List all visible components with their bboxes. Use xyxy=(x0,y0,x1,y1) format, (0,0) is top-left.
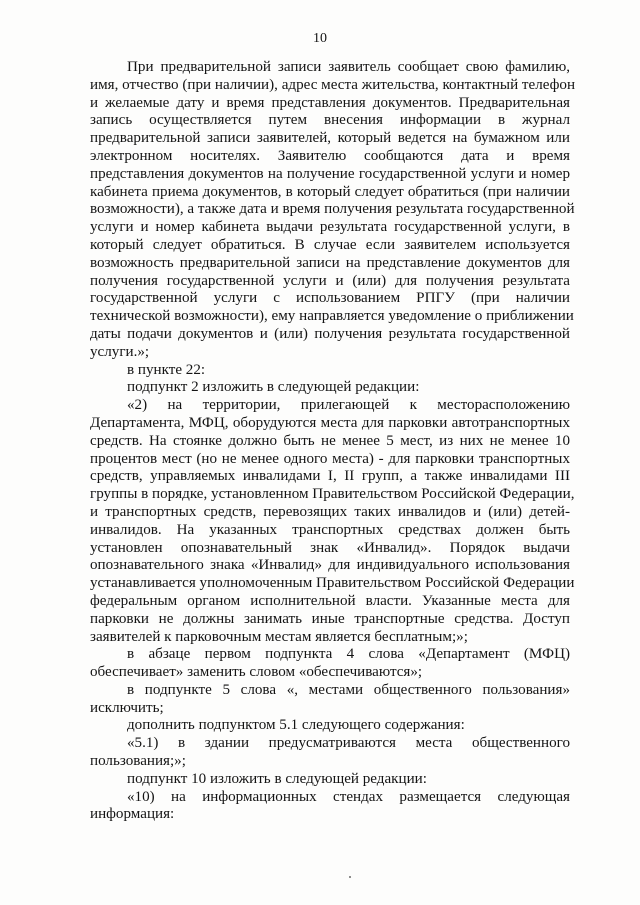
paragraph xyxy=(90,717,570,735)
text-line: возможность предварительной записи на представление документов для xyxy=(90,254,570,271)
text-line: в абзаце первом подпункта 4 слова «Департамент (МФЦ) xyxy=(127,646,570,663)
text-line: группы в порядке, установленном Правительством Российской Федерации, xyxy=(90,486,575,503)
document-body xyxy=(90,59,576,824)
paragraph xyxy=(90,397,575,646)
text-line: пользования;»; xyxy=(90,753,186,770)
text-line: государственной услуги с использованием РПГУ (при наличии xyxy=(90,290,570,307)
text-line: установлен опознавательный знак «Инвалид». Порядок выдачи xyxy=(90,539,570,556)
paragraph xyxy=(90,646,570,682)
text-line: информация: xyxy=(90,806,175,823)
text-line: и транспортных средств, перевозящих таких инвалидов и (или) детей- xyxy=(90,503,570,520)
text-line: процентов мест (но не менее одного места) - для парковки транспортных xyxy=(90,450,570,467)
text-line: представления документов на получение государственной услуги и номер xyxy=(90,165,570,182)
text-line: в подпункте 5 слова «, местами общественного пользования» xyxy=(127,681,570,698)
text-line: даты подачи документов и (или) получения результата государственной xyxy=(90,325,570,342)
text-line: дополнить подпунктом 5.1 следующего содержания: xyxy=(127,717,465,734)
text-line: Департамента, МФЦ, оборудуются места для парковки автотранспортных xyxy=(90,414,570,431)
paragraph xyxy=(90,735,570,771)
text-line: кабинета приема документов, в который следует обратиться (при наличии xyxy=(90,183,570,200)
text-line: исключить; xyxy=(90,699,164,716)
text-line: «5.1) в здании предусматриваются места общественного xyxy=(127,735,570,752)
text-line: в пункте 22: xyxy=(127,361,206,378)
text-line: подпункт 10 изложить в следующей редакции: xyxy=(127,770,427,787)
text-line: парковки не должны занимать иные транспортные средства. Доступ xyxy=(90,610,570,627)
text-line: федеральным органом исполнительной власти. Указанные места для xyxy=(90,592,570,609)
text-line: средств. На стоянке должно быть не менее 5 мест, из них не менее 10 xyxy=(90,432,570,449)
text-line: возможности), а также дата и время получения результата государственной xyxy=(90,201,575,218)
text-line: «10) на информационных стендах размещается следующая xyxy=(127,788,570,805)
paragraph xyxy=(90,59,576,362)
paragraph xyxy=(90,362,570,380)
paragraph xyxy=(90,771,570,789)
text-line: средств, управляемых инвалидами I, II групп, а также инвалидами III xyxy=(90,468,570,485)
text-line: и желаемые дату и время представления документов. Предварительная xyxy=(90,94,570,111)
paragraph xyxy=(90,379,570,397)
text-line: При предварительной записи заявитель сообщает свою фамилию, xyxy=(127,59,570,75)
paragraph xyxy=(90,789,570,825)
text-line: который следует обратиться. В случае если заявителем используется xyxy=(90,236,570,253)
text-line: имя, отчество (при наличии), адрес места жительства, контактный телефон xyxy=(90,76,576,93)
page-number: 10 xyxy=(313,31,327,46)
text-line: технической возможности), ему направляется уведомление о приближении xyxy=(90,308,574,325)
paragraph xyxy=(90,682,570,718)
text-line: инвалидов. На указанных транспортных средствах должен быть xyxy=(90,521,570,538)
text-line: опознавательного знака «Инвалид» для индивидуального использования xyxy=(90,557,570,574)
text-line: электронном носителях. Заявителю сообщаются дата и время xyxy=(90,147,570,164)
text-line: подпункт 2 изложить в следующей редакции: xyxy=(127,379,420,396)
text-line: заявителей к парковочным местам является бесплатным;»; xyxy=(90,628,468,645)
scan-speck xyxy=(349,876,351,878)
text-line: «2) на территории, прилегающей к месторасположению xyxy=(127,397,570,414)
text-line: обеспечивает» заменить словом «обеспечиваются»; xyxy=(90,664,423,681)
text-line: предварительной записи заявителей, который ведется на бумажном или xyxy=(90,130,570,147)
text-line: запись осуществляется путем внесения информации в журнал xyxy=(90,112,570,129)
text-line: устанавливается уполномоченным Правительством Российской Федерации xyxy=(90,575,575,592)
text-line: получения государственной услуги и (или) для получения результата xyxy=(90,272,570,289)
text-line: услуги.»; xyxy=(90,343,150,360)
text-line: услуги и номер кабинета выдачи результата государственной услуги, в xyxy=(90,219,570,236)
